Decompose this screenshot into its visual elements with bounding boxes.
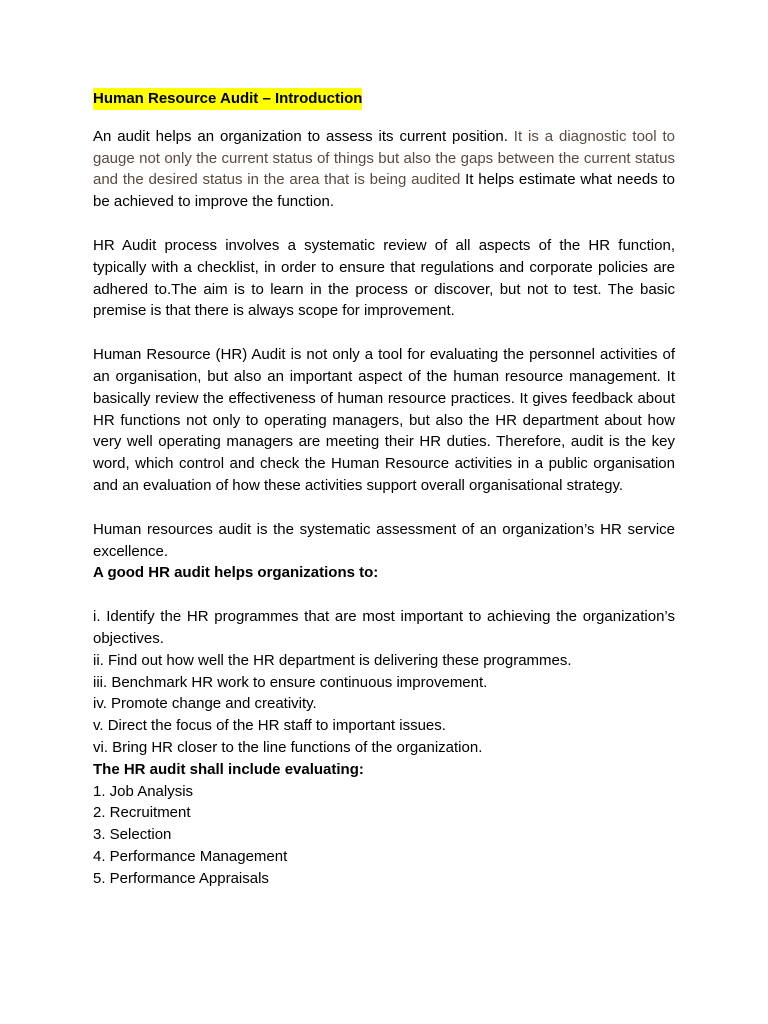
goals-list [93,606,675,759]
list-item: 1. Job Analysis [93,782,194,800]
list-item: 3. Selection [93,826,172,844]
list-item: i. Identify the HR programmes that are most important to achieving the organization’s objectives. [93,608,675,647]
intro-sentence-3: It helps estimate what needs to be achieved to improve the function. [93,171,675,211]
intro-sentence-1: An audit helps an organization to assess its current position. [93,127,514,145]
list-item: vi. Bring HR closer to the line functions of the organization. [93,738,483,756]
document-title: Human Resource Audit – Introduction [93,88,362,110]
goals-heading: A good HR audit helps organizations to: [93,564,379,582]
list-item: iii. Benchmark HR work to ensure continuous improvement. [93,673,488,691]
intro-paragraph [93,126,675,213]
process-paragraph: HR Audit process involves a systematic review of all aspects of the HR function, typically with a checklist, in order to ensure that regulations and corporate policies are adhered to.The aim is to learn in the process or discover, but not to test. The basic premise is that there is always scope for improvement. [93,236,675,320]
document-page [93,88,675,890]
assessment-paragraph: Human resources audit is the systematic assessment of an organization’s HR service excellence. [93,520,675,560]
list-item: 4. Performance Management [93,847,288,865]
list-item: 2. Recruitment [93,804,191,822]
list-item: ii. Find out how well the HR department is delivering these programmes. [93,651,572,669]
list-item: 5. Performance Appraisals [93,869,269,887]
list-item: v. Direct the focus of the HR staff to important issues. [93,717,446,735]
list-item: iv. Promote change and creativity. [93,695,317,713]
evaluation-heading: The HR audit shall include evaluating: [93,760,364,778]
intro-sentence-2-highlight: It is a diagnostic tool to gauge not only the current status of things but also the gaps between the current status and the desired status in the area that is being audited [93,127,675,189]
definition-paragraph: Human Resource (HR) Audit is not only a tool for evaluating the personnel activities of an organisation, but also an important aspect of the human resource management. It basically review the effectiveness of human resource practices. It gives feedback about HR functions not only to operating managers, but also the HR department about how very well operating managers are meeting their HR duties. Therefore, audit is the key word, which control and check the Human Resource activities in a public organisation and an evaluation of how these activities support overall organisational strategy. [93,346,675,494]
evaluation-list [93,781,675,890]
